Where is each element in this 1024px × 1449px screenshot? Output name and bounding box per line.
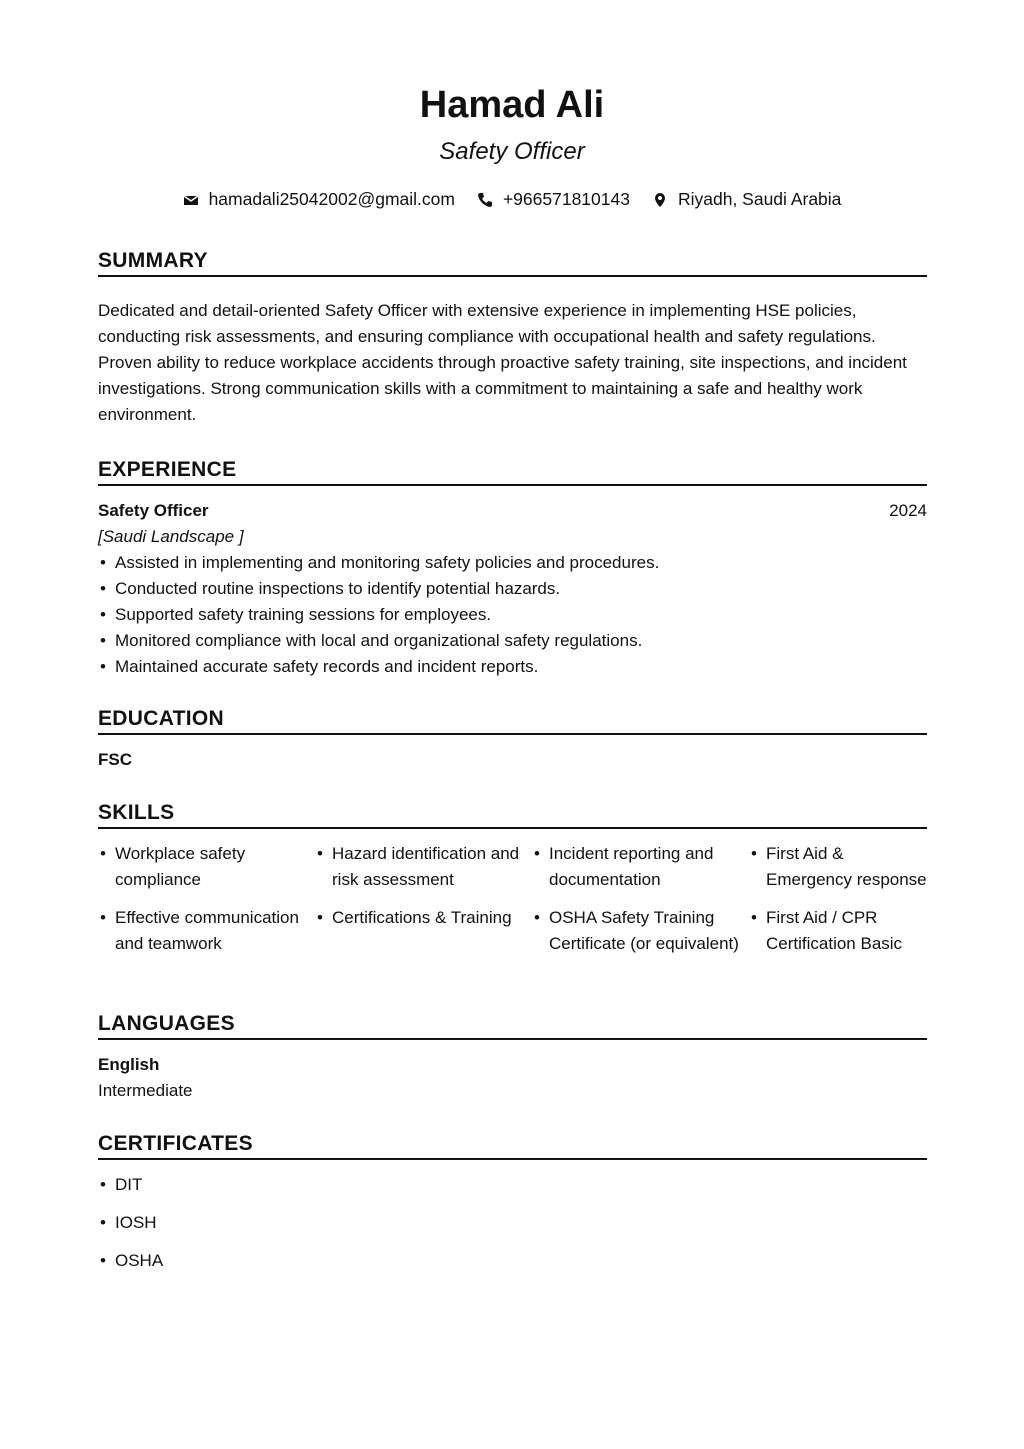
section-heading: EXPERIENCE — [98, 457, 927, 486]
job-title: Safety Officer — [98, 501, 209, 520]
section-heading: EDUCATION — [98, 706, 927, 735]
email-text: hamadali25042002@gmail.com — [208, 189, 455, 209]
candidate-title: Safety Officer — [439, 138, 585, 165]
envelope-icon — [183, 192, 199, 208]
job-company: [Saudi Landscape ] — [98, 527, 244, 546]
location-pin-icon — [652, 192, 668, 208]
summary-section — [98, 248, 927, 428]
language-level: Intermediate — [98, 1081, 193, 1100]
section-heading: SUMMARY — [98, 248, 927, 277]
skill-item: • Effective communication and teamwork — [98, 905, 315, 957]
phone-icon — [477, 192, 493, 208]
skill-item: • First Aid / CPR Certification Basic — [749, 905, 927, 957]
skill-item: • OSHA Safety Training Certificate (or equivalent) — [532, 905, 749, 957]
contact-email[interactable] — [183, 189, 455, 210]
contact-phone[interactable] — [477, 189, 630, 210]
candidate-name: Hamad Ali — [419, 84, 605, 126]
phone-text: +966571810143 — [502, 189, 630, 209]
skill-item: • Hazard identification and risk assessment — [315, 841, 532, 893]
job-date: 2024 — [889, 501, 927, 520]
job-bullet: • Supported safety training sessions for employees. — [98, 602, 927, 628]
skill-item: • First Aid & Emergency response — [749, 841, 927, 893]
languages-section — [98, 1011, 927, 1104]
certificate-item: • IOSH — [98, 1210, 927, 1236]
certificates-section — [98, 1131, 927, 1286]
education-item: FSC — [98, 750, 132, 769]
language-name: English — [98, 1055, 160, 1074]
skill-item: • Incident reporting and documentation — [532, 841, 749, 893]
summary-text: Dedicated and detail-oriented Safety Officer with extensive experience in implementing HSE policies, conducting risk assessments, and ensuring compliance with occupational health and safety regulations. Proven ability to reduce workplace accidents through proactive safety training, site inspections, and incident investigations. Strong communication skills with a commitment to maintaining a safe and healthy work environment. — [98, 301, 907, 424]
skill-item: • Certifications & Training — [315, 905, 532, 931]
contact-location — [652, 189, 841, 210]
education-section — [98, 706, 927, 773]
section-heading: LANGUAGES — [98, 1011, 927, 1040]
skills-section — [98, 800, 927, 969]
section-heading: CERTIFICATES — [98, 1131, 927, 1160]
contact-info — [0, 189, 1024, 210]
section-heading: SKILLS — [98, 800, 927, 829]
job-bullet: • Conducted routine inspections to identify potential hazards. — [98, 576, 927, 602]
job-bullet: • Maintained accurate safety records and incident reports. — [98, 654, 927, 680]
certificate-item: • DIT — [98, 1172, 927, 1198]
job-bullet: • Assisted in implementing and monitoring safety policies and procedures. — [98, 550, 927, 576]
job-entry — [98, 498, 927, 680]
experience-section — [98, 457, 927, 680]
location-text: Riyadh, Saudi Arabia — [677, 189, 842, 209]
job-bullet: • Monitored compliance with local and organizational safety regulations. — [98, 628, 927, 654]
certificate-item: • OSHA — [98, 1248, 927, 1274]
skill-item: • Workplace safety compliance — [98, 841, 315, 893]
